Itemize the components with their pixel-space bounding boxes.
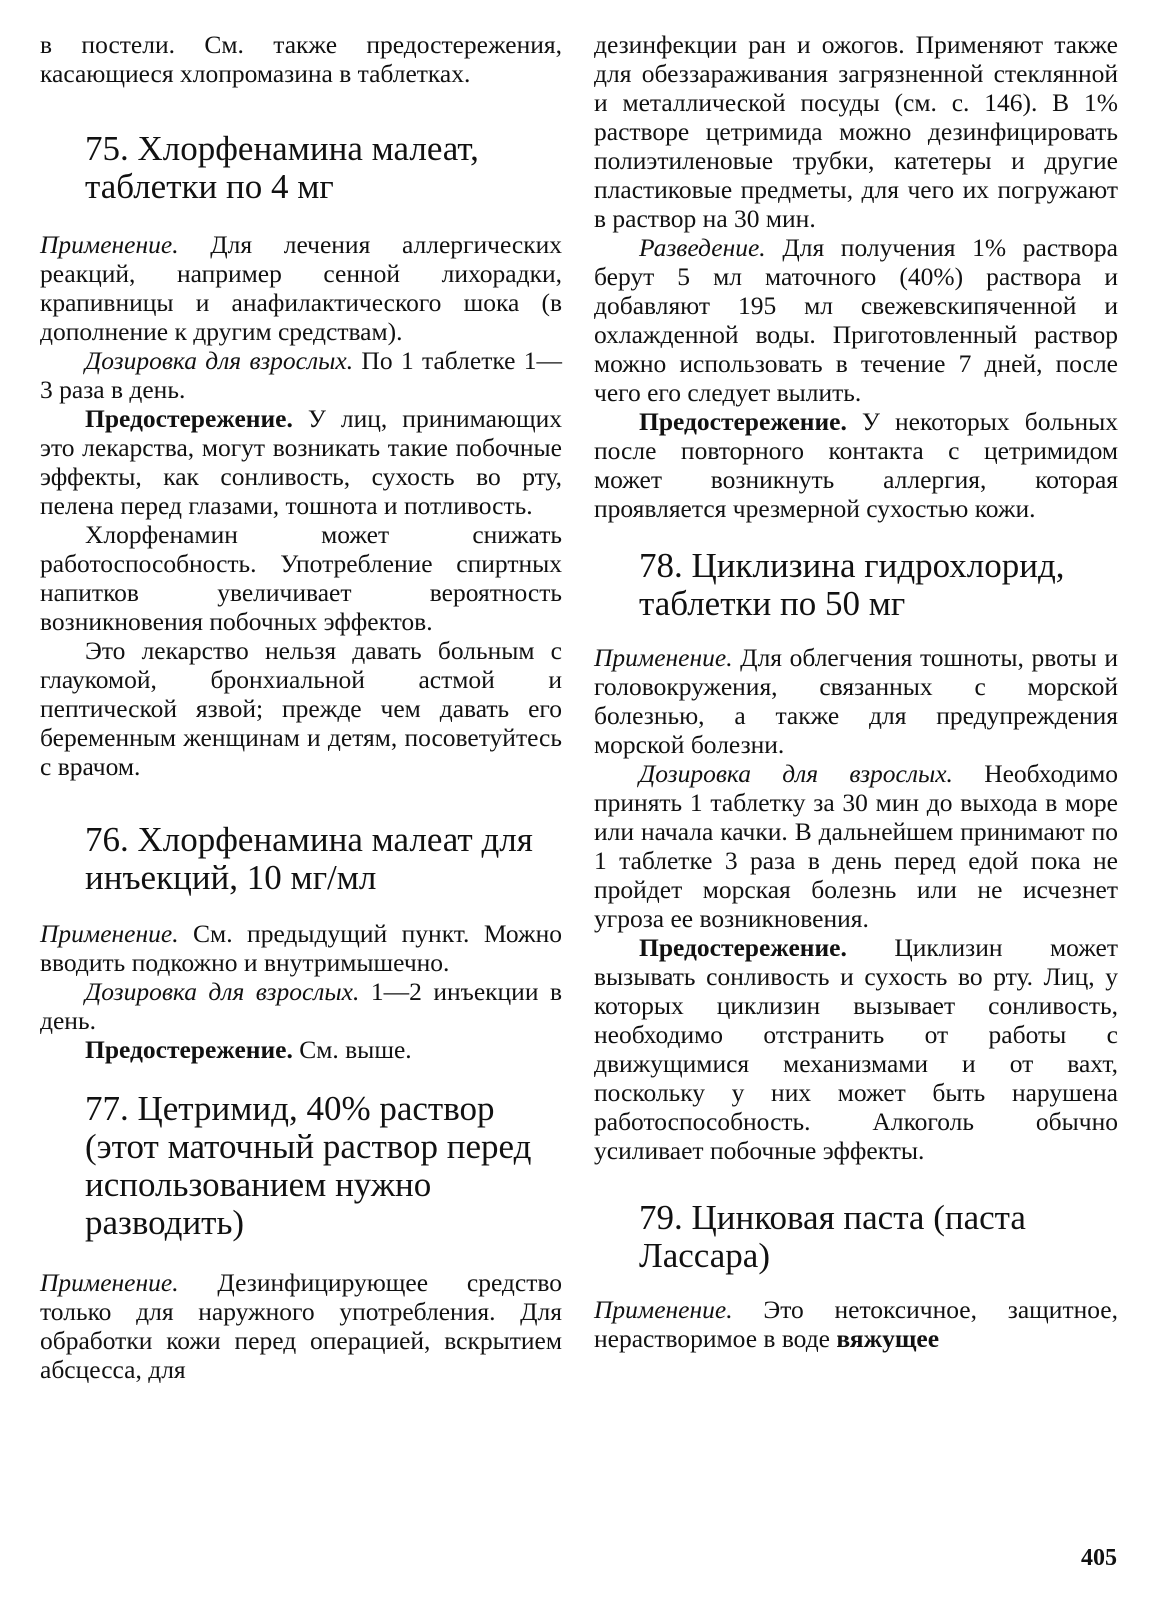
- paragraph: [594, 407, 1118, 523]
- section-heading-78: 78. Циклизина гидрохлорид, таблетки по 50 мг: [639, 546, 1065, 623]
- paragraph-text: Дезинфицирующее средство только для наружного употребления. Для обработки кожи перед операцией, вскрытием абсцесса, для: [40, 1268, 562, 1384]
- lead-label: Применение.: [594, 643, 733, 672]
- lead-label: Применение.: [40, 230, 179, 259]
- lead-label: Предостережение.: [85, 404, 293, 433]
- lead-label: Дозировка для взрослых.: [639, 759, 953, 788]
- paragraph: [40, 977, 562, 1035]
- paragraph: [594, 233, 1118, 407]
- paragraph-text: Для облегчения тошноты, рвоты и головокружения, связанных с морской болезнью, а также для предупреждения морской болезни.: [594, 643, 1118, 759]
- right-column: [594, 30, 1118, 1353]
- paragraph: [40, 230, 562, 346]
- paragraph-text: Это нетоксичное, защитное, нерастворимое в воде: [594, 1295, 1118, 1353]
- section-heading-75: 75. Хлорфенамина малеат, таблетки по 4 мг: [85, 129, 479, 206]
- paragraph-text: Для лечения аллергических реакций, например сенной лихорадки, крапивницы и анафилактического шока (в дополнение к другим средствам).: [40, 230, 562, 346]
- paragraph: Хлорфенамин может снижать работоспособность. Употребление спиртных напитков увеличивает вероятность возникновения побочных эффектов.: [40, 520, 562, 636]
- paragraph-text: 1—2 инъекции в день.: [40, 977, 562, 1035]
- page-number: 405: [1081, 1545, 1117, 1571]
- lead-label: Дозировка для взрослых.: [85, 346, 354, 375]
- paragraph-text: См. выше.: [292, 1035, 412, 1064]
- section-heading-76: 76. Хлорфенамина малеат для инъекций, 10 мг/мл: [85, 820, 533, 897]
- paragraph-text: См. предыдущий пункт. Можно вводить подкожно и внутримышечно.: [40, 919, 562, 977]
- paragraph: [594, 643, 1118, 759]
- paragraph: в постели. См. также предостережения, касающиеся хлопромазина в таблетках.: [40, 30, 562, 88]
- lead-label: Разведение.: [639, 233, 766, 262]
- lead-label: Применение.: [594, 1295, 733, 1324]
- lead-label: Предостережение.: [639, 407, 847, 436]
- lead-label: Дозировка для взрослых.: [85, 977, 360, 1006]
- paragraph: [40, 1035, 562, 1064]
- paragraph: [40, 346, 562, 404]
- paragraph-text: У некоторых больных после повторного контакта с цетримидом может возникнуть аллергия, которая проявляется чрезмерной сухостью кожи.: [594, 407, 1118, 523]
- paragraph-text: У лиц, принимающих это лекарства, могут возникать такие побочные эффекты, как сонливость, сухость во рту, пелена перед глазами, тошнота и потливость.: [40, 404, 562, 520]
- lead-label: Применение.: [40, 1268, 179, 1297]
- paragraph: дезинфекции ран и ожогов. Применяют также для обеззараживания загрязненной стеклянной и металлической посуды (см. с. 146). В 1% растворе цетримида можно дезинфицировать полиэтиленовые трубки, катетеры и другие пластиковые предметы, для чего их погружают в раствор на 30 мин.: [594, 30, 1118, 233]
- paragraph: [594, 933, 1118, 1165]
- section-heading-79: 79. Цинковая паста (паста Лассара): [639, 1198, 1026, 1275]
- paragraph-text: Циклизин может вызывать сонливость и сухость во рту. Лиц, у которых циклизин вызывает сонливость, необходимо отстранить от работы с движущимися механизмами и от вахт, поскольку у них может быть нарушена работоспособность. Алкоголь обычно усиливает побочные эффекты.: [594, 933, 1118, 1165]
- paragraph: [594, 759, 1118, 933]
- paragraph: [40, 919, 562, 977]
- paragraph-text: Необходимо принять 1 таблетку за 30 мин до выхода в море или начала качки. В дальнейшем принимают по 1 таблетке 3 раза в день перед едой пока не пройдет морская болезнь или не исчезнет угроза ее возникновения.: [594, 759, 1118, 933]
- section-heading-77: 77. Цетримид, 40% раствор (этот маточный раствор перед использованием нужно разводить): [85, 1089, 532, 1242]
- bold-term: вяжущее: [836, 1324, 940, 1353]
- paragraph-text: Для получения 1% раствора берут 5 мл маточного (40%) раствора и добавляют 195 мл свежевскипяченной и охлажденной воды. Приготовленный раствор можно использовать в течение 7 дней, после чего его следует вылить.: [594, 233, 1118, 407]
- left-column: [40, 30, 562, 1384]
- lead-label: Предостережение.: [639, 933, 847, 962]
- paragraph-text: По 1 таблетке 1—3 раза в день.: [40, 346, 562, 404]
- paragraph: Это лекарство нельзя давать больным с глаукомой, бронхиальной астмой и пептической язвой; прежде чем давать его беременным женщинам и детям, посоветуйтесь с врачом.: [40, 636, 562, 781]
- paragraph: [40, 1268, 562, 1384]
- paragraph: [40, 404, 562, 520]
- lead-label: Предостережение.: [85, 1035, 293, 1064]
- paragraph: [594, 1295, 1118, 1353]
- lead-label: Применение.: [40, 919, 179, 948]
